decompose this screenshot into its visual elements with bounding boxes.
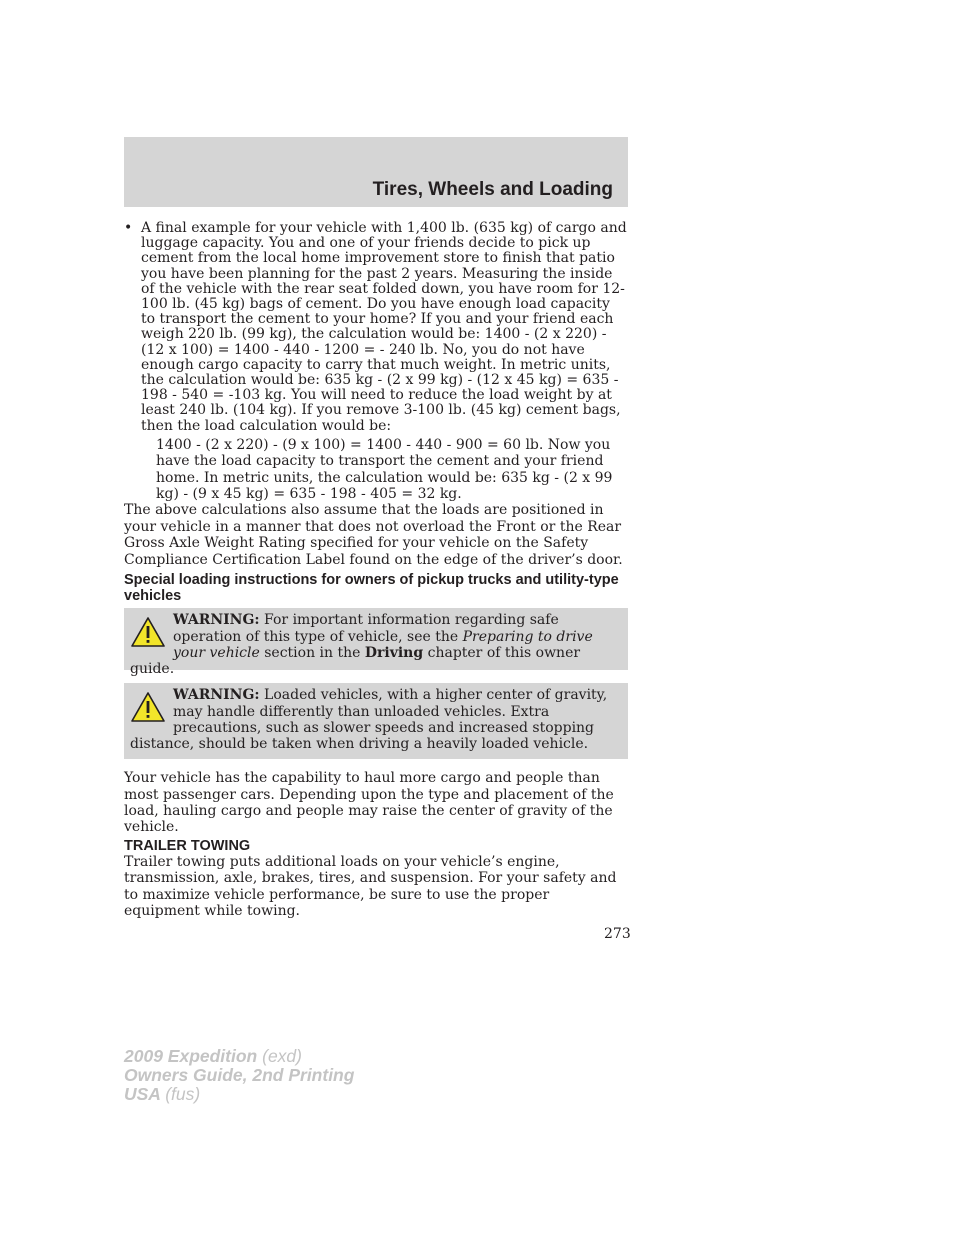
bullet-symbol: • — [124, 220, 133, 236]
warning-triangle-icon — [130, 616, 166, 648]
paragraph-towing: Trailer towing puts additional loads on your vehicle’s engine, transmission, axle, brakes, tires, and suspension. For your safety and to maximize vehicle performance, be sure to use the proper equipment while towing. — [124, 853, 617, 919]
warning-box-safe-operation — [124, 608, 628, 678]
section-title: Tires, Wheels and Loading — [372, 179, 613, 200]
bullet-text: A final example for your vehicle with 1,400 lb. (635 kg) of cargo and luggage capacity. You and one of your friends decide to pick up cement from the local home improvement store to finish that patio you have been planning for the past 2 years. Measuring the inside of the vehicle with the rear seat folded down, you have room for 12-100 lb. (45 kg) bags of cement. Do you have enough load capacity to transport the cement to your home? If you and your friend each weigh 220 lb. (99 kg), the calculation would be: 1400 - (2 x 220) - (12 x 100) = 1400 - 440 - 1200 = - 240 lb. No, you do not have enough cargo capacity to carry that much weight. In metric units, the calculation would be: 635 kg - (2 x 99 kg) - (12 x 45 kg) = 635 - 198 - 540 = -103 kg. You will need to reduce the load weight by at least 240 lb. (104 kg). If you remove 3-100 lb. (45 kg) cement bags, then the load calculation would be: — [141, 220, 627, 434]
warning-box-center-of-gravity — [124, 683, 628, 759]
footer-market-code: (fus) — [165, 1084, 201, 1104]
footer-model: 2009 Expedition — [124, 1046, 258, 1066]
page-number: 273 — [604, 926, 631, 942]
footer-model-code: (exd) — [262, 1046, 302, 1066]
section-header-band — [124, 137, 628, 207]
warning-triangle-icon — [130, 691, 166, 723]
warning-text-b: section in the — [264, 644, 361, 661]
warning-text-a: For important information regarding safe operation of this type of vehicle, see the — [173, 612, 559, 645]
footer-line-2: Owners Guide, 2nd Printing — [124, 1065, 355, 1085]
paragraph-assume: The above calculations also assume that the loads are positioned in your vehicle in a manner that does not overload the Front or the Rear Gross Axle Weight Rating specified for your vehicle on the Safety Compliance Certification Label found on the edge of the driver’s door. — [124, 502, 623, 568]
subheading-special-loading: Special loading instructions for owners of pickup trucks and utility-type vehicles — [124, 572, 619, 605]
subheading-trailer-towing: TRAILER TOWING — [124, 837, 251, 854]
footer-line-3 — [124, 1085, 354, 1104]
warning-label: WARNING: — [173, 687, 260, 704]
page-content — [124, 221, 628, 919]
warning-label: WARNING: — [173, 612, 260, 629]
footer-market: USA — [124, 1084, 161, 1104]
bullet-item — [124, 221, 628, 502]
warning-text-c: chapter of this owner guide. — [130, 644, 581, 678]
warning-italic-reference: Preparing to drive your vehicle — [173, 628, 593, 661]
bullet-calculation: 1400 - (2 x 220) - (9 x 100) = 1400 - 440 - 900 = 60 lb. Now you have the load capacity to transport the cement and your friend home. In metric units, the calculation would be: 635 kg - (2 x 99 kg) - (9 x 45 kg) = 635 - 198 - 405 = 32 kg. — [156, 436, 613, 503]
footer-line-1 — [124, 1047, 354, 1066]
warning-text: Loaded vehicles, with a higher center of gravity, may handle differently than unloaded vehicles. Extra precautions, such as slower speeds and increased stopping distance, should be taken when driving a heavily loaded vehicle. — [130, 687, 608, 753]
document-footer — [124, 1047, 354, 1104]
warning-bold-reference: Driving — [364, 644, 424, 661]
paragraph-haul: Your vehicle has the capability to haul more cargo and people than most passenger cars. Depending upon the type and placement of the load, hauling cargo and people may raise the center of gravity of the vehicle. — [124, 770, 614, 836]
